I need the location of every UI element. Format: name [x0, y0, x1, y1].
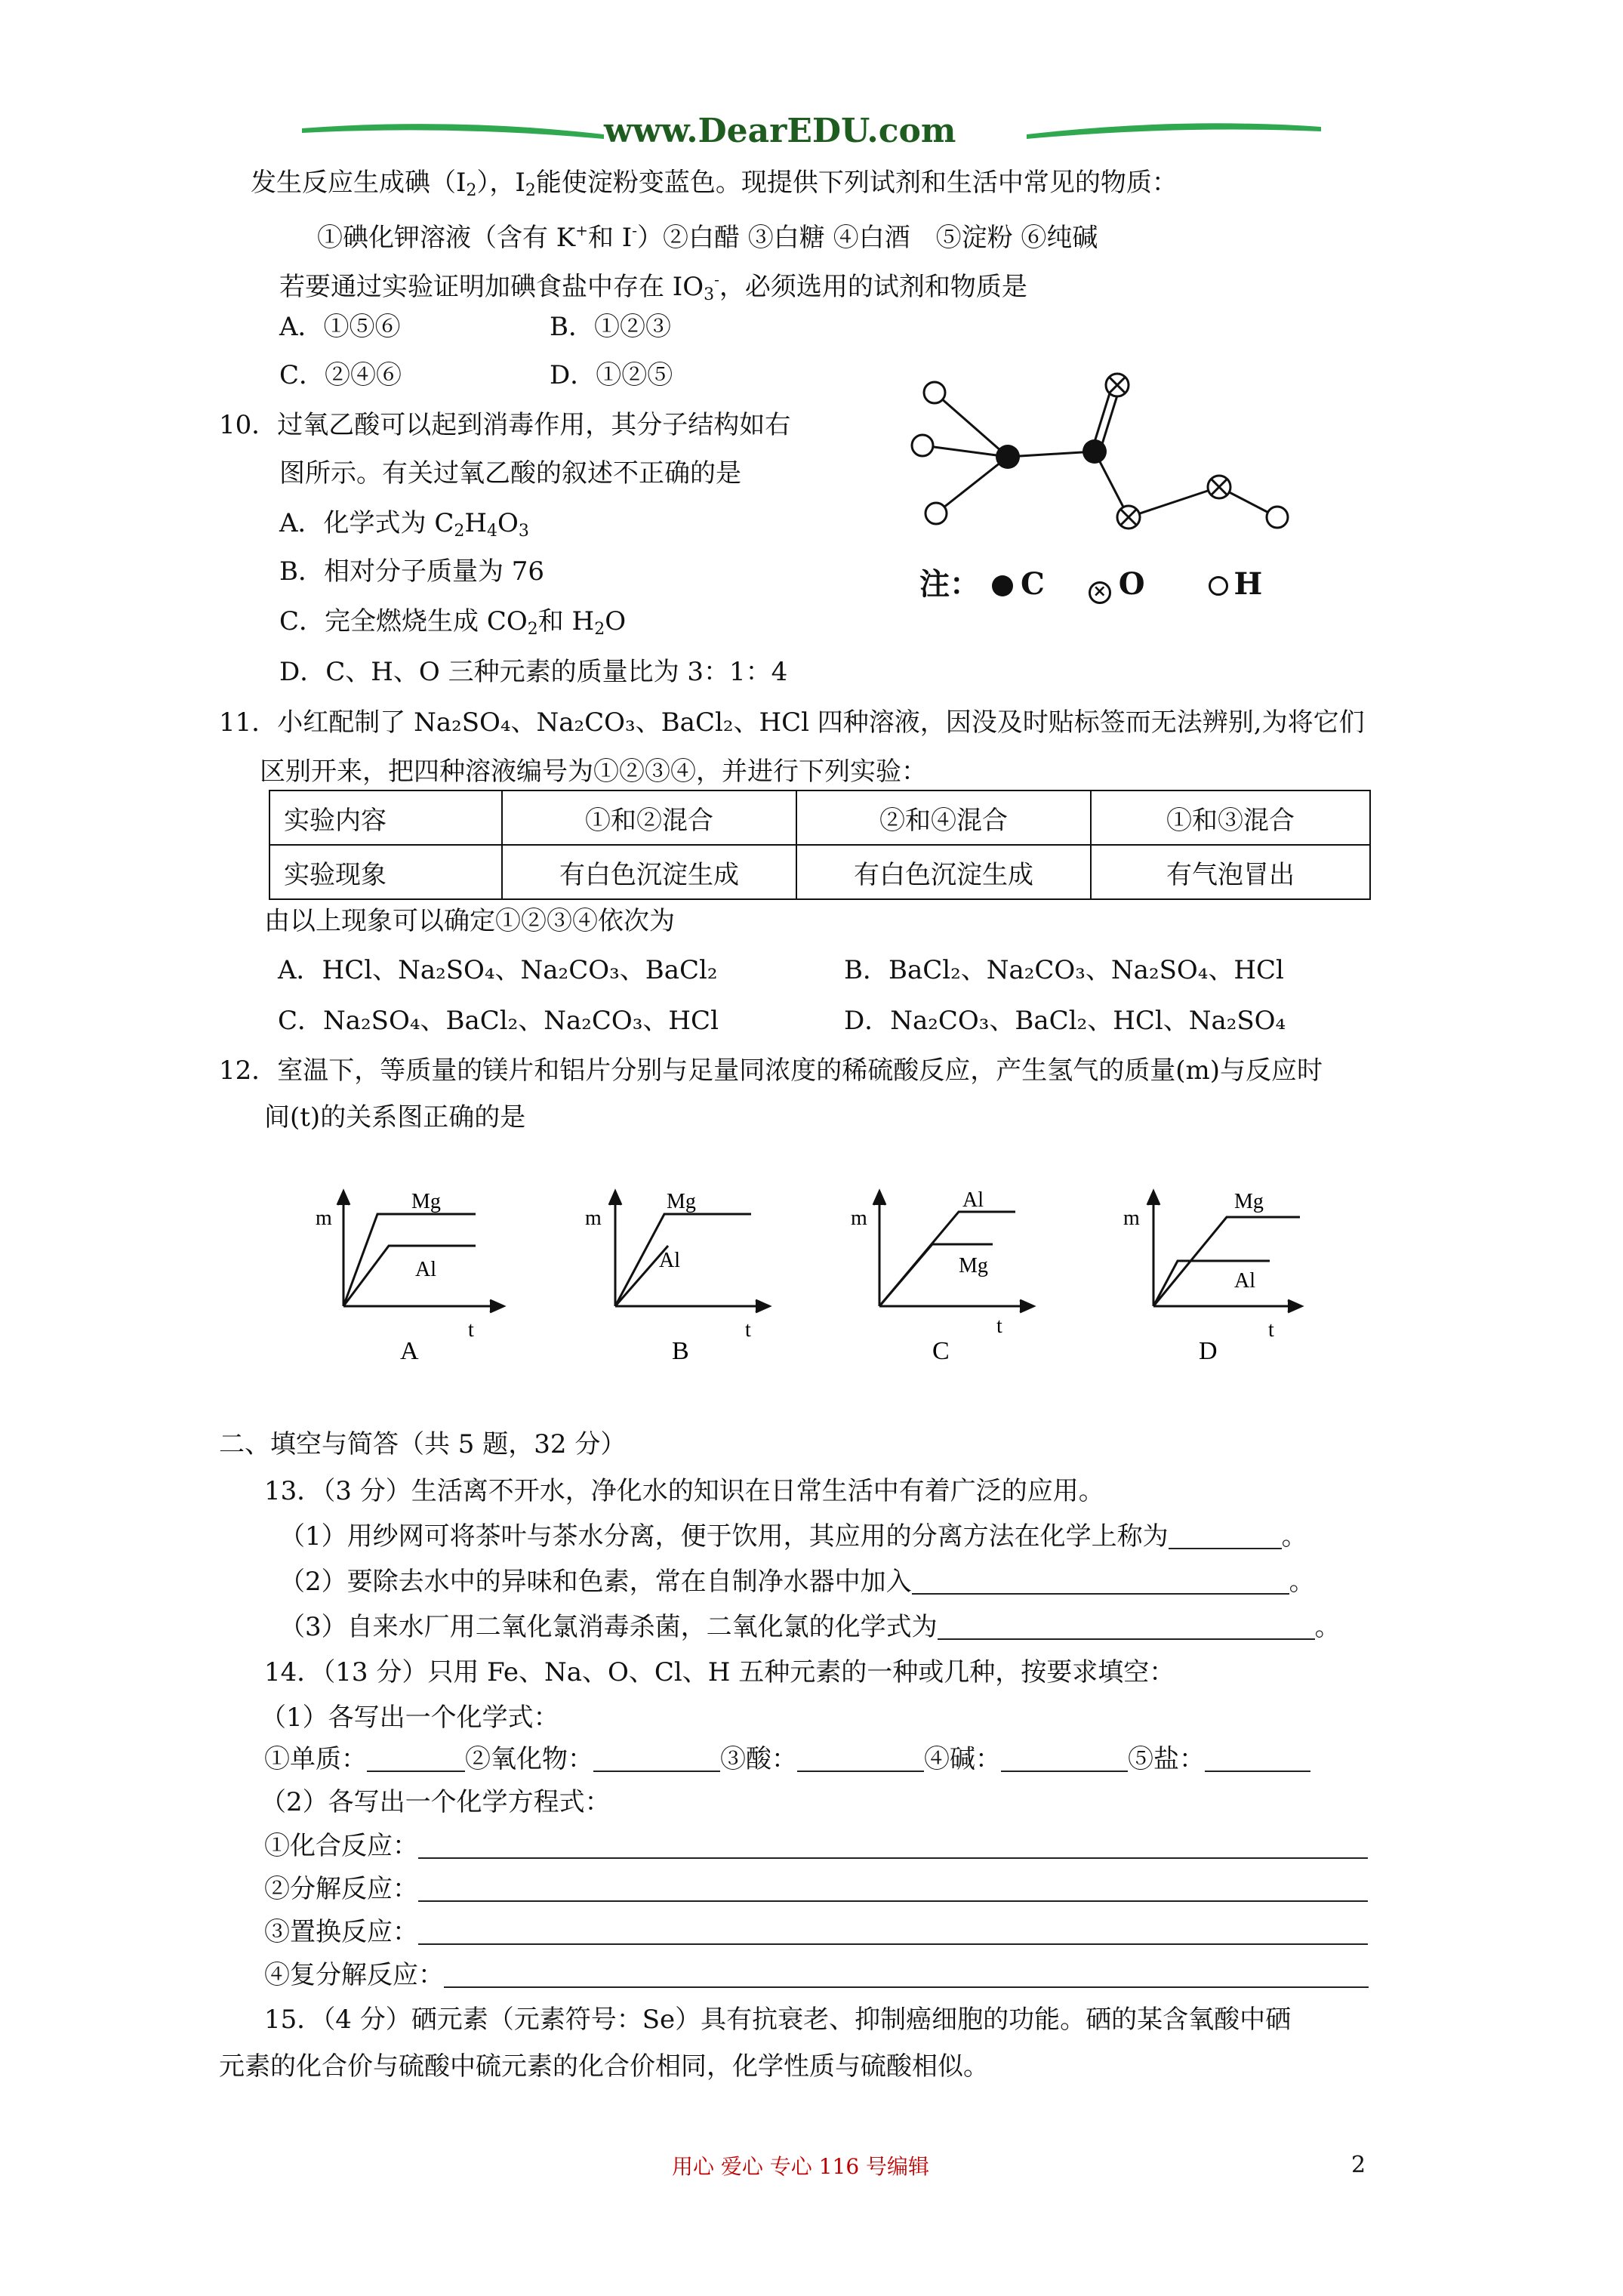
graph-b-x-label: t: [745, 1318, 751, 1342]
q13-part1-end: 。: [1281, 1521, 1307, 1552]
q14-equation-3: [264, 1917, 1368, 1947]
q10-line1: 10．过氧乙酸可以起到消毒作用，其分子结构如右: [219, 410, 791, 440]
q14-displacement-blank[interactable]: [418, 1921, 1368, 1945]
q13-part2: [279, 1567, 1315, 1597]
q10-optC-s2: 2: [594, 620, 605, 639]
q13-part2-end: 。: [1289, 1567, 1315, 1597]
q9-option-d: D．①②⑤: [550, 360, 673, 390]
oxygen-atom-icon: [1208, 476, 1230, 498]
q9-line1-c: 能使淀粉变蓝色。现提供下列试剂和生活中常见的物质：: [535, 168, 1178, 198]
q14-part1: （1）各写出一个化学式：: [260, 1703, 559, 1733]
table-cell: ①和③混合: [1091, 791, 1370, 845]
q14-decomposition-label: ②分解反应：: [264, 1874, 418, 1904]
table-row: [269, 791, 1370, 845]
graph-a-top-label: Mg: [411, 1190, 441, 1213]
q14-oxide-blank[interactable]: [593, 1748, 720, 1772]
q9-line1-b: ），I: [476, 168, 525, 198]
graph-c-y-label: m: [851, 1207, 867, 1230]
table-cell: 有气泡冒出: [1091, 845, 1370, 899]
legend-carbon-dot-icon: [992, 575, 1013, 596]
q10-optC-s1: 2: [527, 620, 538, 639]
q14-combination-blank[interactable]: [418, 1835, 1368, 1859]
q10-optA-a: A．化学式为 C: [279, 508, 454, 538]
q13-part3-text: （3）自来水厂用二氧化氯消毒杀菌，二氧化氯的化学式为: [279, 1612, 938, 1642]
q10-optC-c: O: [605, 606, 627, 636]
graph-d: [1102, 1178, 1329, 1382]
q14-double-decomposition-blank[interactable]: [444, 1964, 1369, 1988]
page-number: 2: [1351, 2152, 1366, 2178]
graph-d-bottom-label: Al: [1234, 1269, 1255, 1293]
q10-optA-c: O: [497, 508, 519, 538]
table-row: [269, 845, 1370, 899]
hydrogen-atom-icon: [912, 435, 933, 456]
graph-b-y-label: m: [585, 1207, 602, 1230]
q9-line1-a: 发生反应生成碘（I: [251, 168, 467, 198]
q14-salt-label: ⑤盐：: [1128, 1744, 1205, 1774]
q14-displacement-label: ③置换反应：: [264, 1917, 418, 1947]
q14-oxide-label: ②氧化物：: [465, 1744, 593, 1774]
q13-intro: 13．（3 分）生活离不开水，净化水的知识在日常生活中有着广泛的应用。: [264, 1476, 1104, 1506]
graph-c-x-label: t: [996, 1314, 1002, 1338]
table-cell: 有白色沉淀生成: [796, 845, 1091, 899]
table-cell: ②和④混合: [796, 791, 1091, 845]
q14-part2: （2）各写出一个化学方程式：: [260, 1787, 611, 1817]
graph-d-option-label: D: [1199, 1337, 1218, 1365]
q9-line3-b: ，必须选用的试剂和物质是: [719, 272, 1027, 302]
q12-line2: 间(t)的关系图正确的是: [264, 1102, 526, 1133]
q14-element-label: ①单质：: [264, 1744, 367, 1774]
graph-c-option-label: C: [932, 1337, 950, 1365]
graph-c-bottom-label: Mg: [959, 1254, 988, 1277]
q9-option-a: A．①⑤⑥: [279, 312, 401, 342]
experiment-table: [269, 790, 1371, 900]
table-cell: 有白色沉淀生成: [502, 845, 796, 899]
q9-line3: [279, 264, 1027, 310]
hydrogen-atom-icon: [1267, 507, 1288, 528]
q14-base-blank[interactable]: [1001, 1748, 1128, 1772]
q13-part3: [279, 1612, 1341, 1642]
q14-decomposition-blank[interactable]: [418, 1878, 1368, 1902]
q9-line2-sup2: -: [632, 221, 637, 239]
q14-formula-row: [264, 1744, 1310, 1774]
q14-base-label: ④碱：: [924, 1744, 1001, 1774]
q10-optA-b: H: [464, 508, 488, 538]
q9-line2-a: ①碘化钾溶液（含有 K: [317, 223, 576, 253]
q12-line1: 12．室温下，等质量的镁片和铝片分别与足量同浓度的稀硫酸反应，产生氢气的质量(m)与反应时: [219, 1056, 1323, 1086]
q14-element-blank[interactable]: [367, 1748, 465, 1772]
graph-b-top-label: Mg: [667, 1190, 696, 1213]
hydrogen-atom-icon: [925, 503, 947, 524]
molecule-legend: [919, 560, 1262, 604]
q10-option-a: [279, 508, 529, 547]
q14-intro: 14．（13 分）只用 Fe、Na、O、Cl、H 五种元素的一种或几种，按要求填空：: [264, 1657, 1175, 1687]
q9-line2: [317, 215, 1098, 253]
legend-prefix: 注：: [919, 567, 980, 602]
q10-option-b: B．相对分子质量为 76: [279, 556, 545, 587]
q10-optA-s3: 3: [518, 522, 529, 541]
q9-option-c: C．②④⑥: [279, 360, 402, 390]
graph-b-option-label: B: [672, 1337, 689, 1365]
q14-acid-label: ③酸：: [720, 1744, 797, 1774]
q11-line2: 区别开来，把四种溶液编号为①②③④，并进行下列实验：: [260, 757, 927, 787]
legend-oxygen-label: O: [1118, 566, 1145, 602]
graph-d-x-label: t: [1268, 1318, 1274, 1342]
q13-part3-end: 。: [1314, 1612, 1341, 1642]
graph-b-bottom-label: Al: [659, 1249, 680, 1272]
legend-carbon-label: C: [1020, 566, 1045, 602]
q9-line3-sub: 3: [704, 285, 715, 304]
hydrogen-atom-icon: [924, 382, 945, 403]
graph-c: [834, 1178, 1061, 1382]
q10-option-d: D．C、H、O 三种元素的质量比为 3：1：4: [279, 657, 788, 687]
q10-line2: 图所示。有关过氧乙酸的叙述不正确的是: [279, 458, 741, 488]
q13-part1: [279, 1521, 1307, 1552]
q13-part1-text: （1）用纱网可将茶叶与茶水分离，便于饮用，其应用的分离方法在化学上称为: [279, 1521, 1169, 1552]
q11-option-c: C．Na₂SO₄、BaCl₂、Na₂CO₃、HCl: [278, 1006, 719, 1036]
watermark-text: www.DearEDU.com: [604, 112, 956, 150]
q11-option-a: A．HCl、Na₂SO₄、Na₂CO₃、BaCl₂: [278, 955, 718, 985]
q11-option-b: B．BaCl₂、Na₂CO₃、Na₂SO₄、HCl: [844, 955, 1284, 985]
graph-d-y-label: m: [1123, 1207, 1140, 1230]
q14-acid-blank[interactable]: [797, 1748, 924, 1772]
graph-a-option-label: A: [400, 1337, 419, 1365]
q10-optA-s2: 4: [487, 522, 498, 541]
table-cell: ①和②混合: [502, 791, 796, 845]
q14-equation-2: [264, 1874, 1368, 1904]
carbon-atom-icon: [1083, 439, 1107, 464]
q15-line1: 15．（4 分）硒元素（元素符号：Se）具有抗衰老、抑制癌细胞的功能。硒的某含氧酸中硒: [264, 2005, 1292, 2035]
q11-option-d: D．Na₂CO₃、BaCl₂、HCl、Na₂SO₄: [844, 1006, 1286, 1036]
table-cell: 实验现象: [269, 845, 502, 899]
q14-equation-4: [264, 1960, 1369, 1990]
q9-line1-sub: 2: [466, 181, 477, 200]
q9-line2-sup1: +: [575, 221, 588, 239]
q13-answer-blank-3[interactable]: [938, 1616, 1315, 1640]
graph-a-y-label: m: [316, 1207, 332, 1230]
q13-part2-text: （2）要除去水中的异味和色素，常在自制净水器中加入: [279, 1567, 912, 1597]
q11-line3: 由以上现象可以确定①②③④依次为: [264, 906, 675, 936]
q13-answer-blank-1[interactable]: [1169, 1525, 1282, 1549]
graph-b: [570, 1178, 796, 1382]
q14-salt-blank[interactable]: [1205, 1748, 1310, 1772]
q10-option-c: [279, 606, 626, 645]
graph-d-top-label: Mg: [1234, 1190, 1264, 1213]
q9-line3-a: 若要通过实验证明加碘食盐中存在 IO: [279, 272, 704, 302]
q11-line1: 11．小红配制了 Na₂SO₄、Na₂CO₃、BaCl₂、HCl 四种溶液，因没及时贴标签而无法辨别,为将它们: [219, 707, 1365, 738]
q14-double-decomposition-label: ④复分解反应：: [264, 1960, 444, 1990]
q9-line1-sub2: 2: [525, 181, 536, 200]
carbon-atom-icon: [996, 445, 1020, 469]
section-2-title: 二、填空与简答（共 5 题，32 分）: [219, 1429, 627, 1459]
oxygen-atom-icon: [1117, 506, 1140, 529]
q9-line3-sup: -: [714, 270, 719, 288]
q15-line2: 元素的化合价与硫酸中硫元素的化合价相同，化学性质与硫酸相似。: [219, 2051, 989, 2082]
graph-c-top-label: Al: [962, 1188, 984, 1212]
q10-optC-b: 和 H: [537, 606, 595, 636]
q9-line2-b: 和 I: [587, 223, 633, 253]
q14-equation-1: [264, 1831, 1368, 1861]
table-cell: 实验内容: [269, 791, 502, 845]
q9-line1: [251, 168, 1178, 206]
graph-a-x-label: t: [468, 1318, 474, 1342]
q10-optC-a: C．完全燃烧生成 CO: [279, 606, 528, 636]
oxygen-atom-icon: [1106, 374, 1129, 396]
legend-hydrogen-dot-icon: [1209, 576, 1228, 596]
legend-hydrogen-label: H: [1233, 566, 1263, 602]
q9-option-b: B．①②③: [550, 312, 671, 342]
q14-combination-label: ①化合反应：: [264, 1831, 418, 1861]
legend-oxygen-dot-icon: ×: [1089, 581, 1111, 604]
graph-a-bottom-label: Al: [415, 1258, 436, 1281]
q9-line2-c: ）②白醋 ③白糖 ④白酒 ⑤淀粉 ⑥纯碱: [637, 223, 1098, 253]
graph-a: [302, 1178, 528, 1382]
footer-slogan: 用心 爱心 专心 116 号编辑: [672, 2154, 930, 2179]
q13-answer-blank-2[interactable]: [912, 1570, 1289, 1595]
q10-optA-s1: 2: [454, 522, 465, 541]
